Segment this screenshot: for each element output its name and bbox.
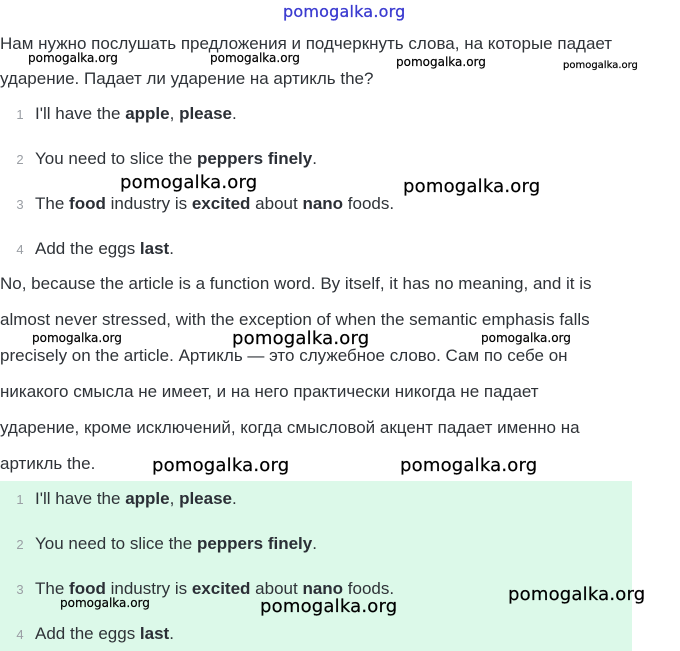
item-number: 2 [16, 537, 24, 552]
item-number: 1 [16, 107, 24, 122]
sentence-text: industry is [105, 194, 192, 213]
sentence-text: The [35, 194, 70, 213]
sentence-text: . [232, 104, 237, 123]
sentence-text: You need to slice the [35, 534, 197, 553]
answer-line-5: ударение, кроме исключений, когда смысловой акцент падает именно на [0, 418, 580, 437]
sentence-text: Add the eggs [35, 624, 140, 643]
watermark: pomogalka.org [481, 331, 571, 345]
watermark: pomogalka.org [32, 331, 122, 345]
answer-item-1 [0, 489, 237, 509]
stressed-word: excited [191, 579, 251, 598]
task-item-1 [0, 104, 237, 124]
sentence-text: The [35, 579, 70, 598]
sentence-text: foods. [343, 194, 395, 213]
stressed-word: peppers [196, 149, 264, 168]
sentence-text: . [169, 624, 174, 643]
stressed-word: apple [125, 489, 170, 508]
sentence-text: . [312, 534, 317, 553]
watermark: pomogalka.org [28, 51, 118, 65]
item-number: 1 [16, 492, 24, 507]
stressed-word: nano [302, 194, 344, 213]
watermark: pomogalka.org [60, 596, 150, 610]
task-item-2 [0, 149, 317, 169]
item-number: 3 [16, 582, 24, 597]
stressed-word: finely [267, 149, 313, 168]
answer-line-2: almost never stressed, with the exception of when the semantic emphasis falls [0, 310, 590, 329]
watermark: pomogalka.org [508, 584, 646, 605]
sentence-text: foods. [343, 579, 395, 598]
watermark: pomogalka.org [403, 176, 541, 197]
sentence-text: industry is [105, 579, 192, 598]
intro-line-1: Нам нужно послушать предложения и подчеркнуть слова, на которые падает [0, 34, 613, 53]
watermark: pomogalka.org [210, 51, 300, 65]
sentence-text: . [169, 239, 174, 258]
site-title[interactable]: pomogalka.org [283, 2, 406, 21]
answer-line-6: артикль the. [0, 454, 96, 473]
sentence-text: I'll have the [35, 104, 126, 123]
item-number: 4 [16, 242, 24, 257]
sentence-text: You need to slice the [35, 149, 197, 168]
sentence-text: , [169, 489, 180, 508]
stressed-word: nano [302, 579, 344, 598]
sentence-text: Add the eggs [35, 239, 140, 258]
stressed-word: peppers [196, 534, 264, 553]
stressed-word: food [69, 579, 106, 598]
item-number: 2 [16, 152, 24, 167]
watermark: pomogalka.org [260, 596, 398, 617]
intro-line-2: ударение. Падает ли ударение на артикль the? [0, 69, 374, 88]
stressed-word: food [69, 194, 106, 213]
sentence-text: about [250, 579, 303, 598]
watermark: pomogalka.org [120, 172, 258, 193]
watermark: pomogalka.org [152, 455, 290, 476]
answer-line-3: precisely on the article. Артикль — это служебное слово. Сам по себе он [0, 346, 568, 365]
answer-item-2 [0, 534, 317, 554]
answer-line-4: никакого смысла не имеет, и на него практически никогда не падает [0, 382, 539, 401]
stressed-word: excited [191, 194, 251, 213]
stressed-word: apple [125, 104, 170, 123]
task-item-4 [0, 239, 174, 259]
watermark: pomogalka.org [396, 55, 486, 69]
sentence-text: I'll have the [35, 489, 126, 508]
item-number: 4 [16, 627, 24, 642]
stressed-word: please [179, 104, 232, 123]
answer-line-1: No, because the article is a function word. By itself, it has no meaning, and it is [0, 274, 592, 293]
item-number: 3 [16, 197, 24, 212]
stressed-word: finely [267, 534, 313, 553]
task-item-3 [0, 194, 394, 214]
sentence-text: . [312, 149, 317, 168]
stressed-word: last [139, 624, 170, 643]
watermark: pomogalka.org [400, 455, 538, 476]
stressed-word: last [139, 239, 170, 258]
watermark: pomogalka.org [232, 328, 370, 349]
answer-item-4 [0, 624, 174, 644]
stressed-word: please [179, 489, 232, 508]
sentence-text: , [169, 104, 180, 123]
sentence-text: about [250, 194, 303, 213]
sentence-text: . [232, 489, 237, 508]
watermark: pomogalka.org [563, 60, 638, 71]
